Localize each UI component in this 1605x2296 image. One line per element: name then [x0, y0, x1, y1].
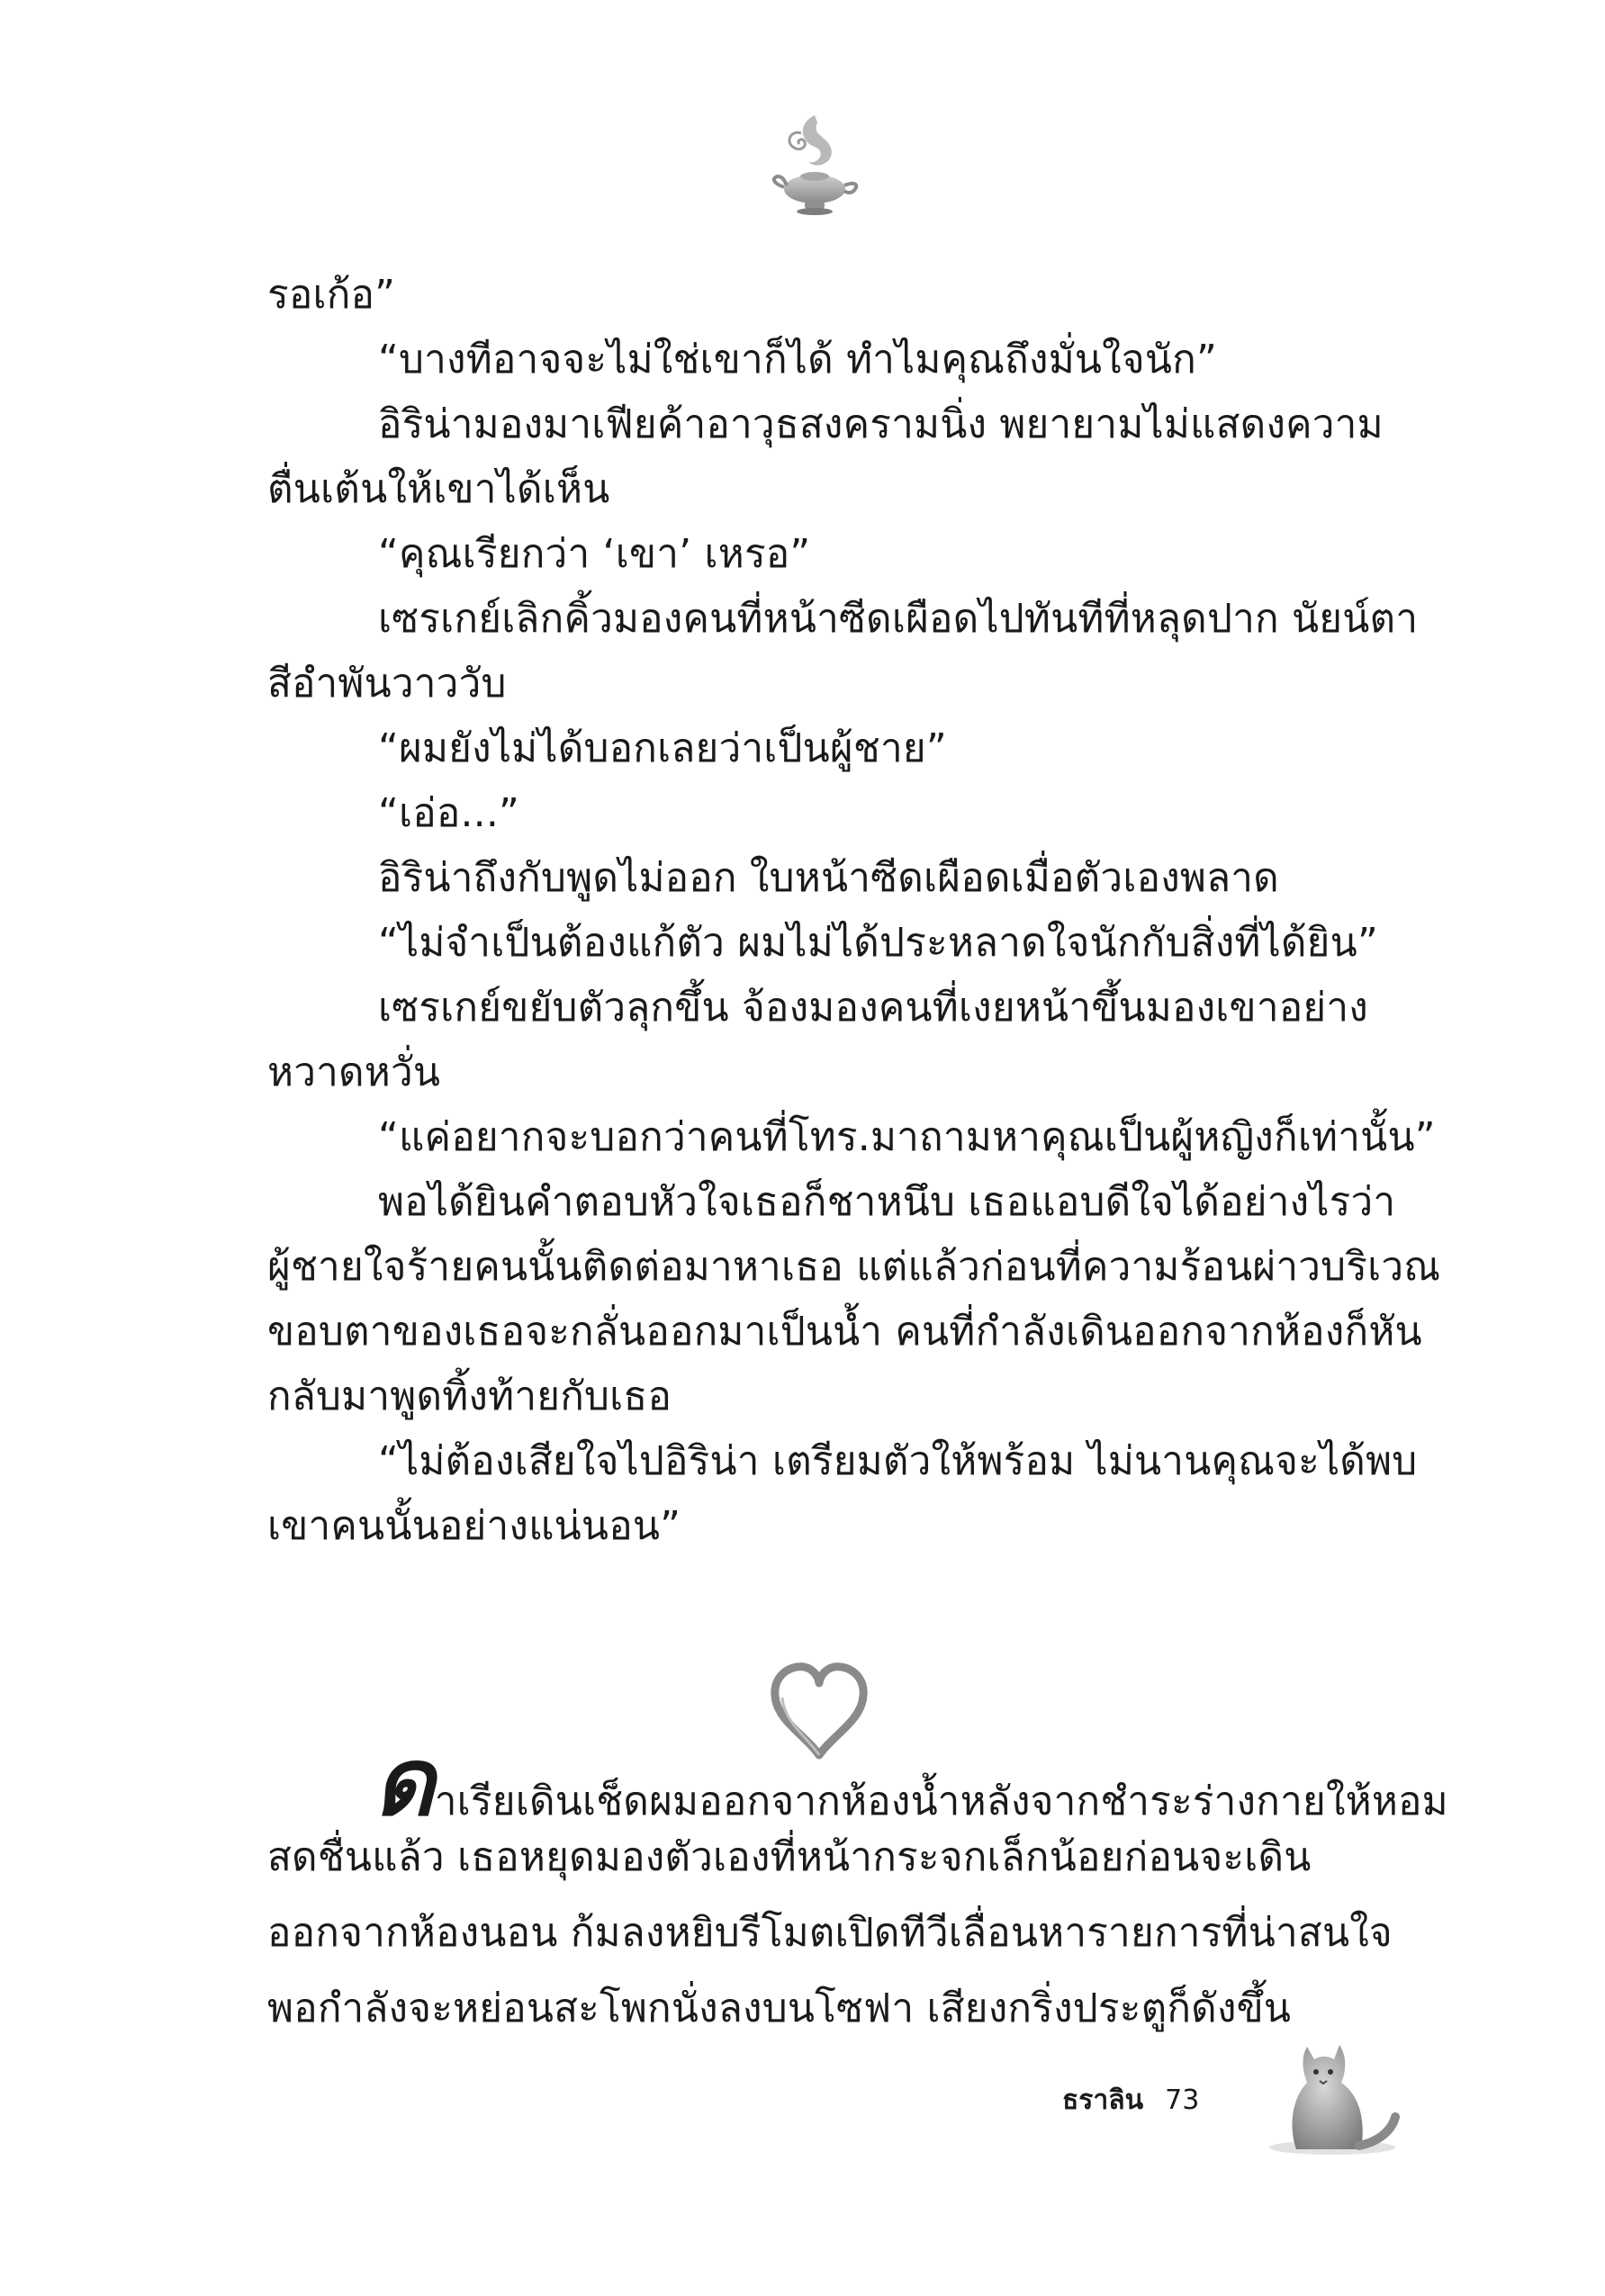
text-line: “คุณเรียกว่า ‘เขา’ เหรอ”: [378, 531, 811, 577]
text-line: ขอบตาของเธอจะกลั่นออกมาเป็นน้ำ คนที่กำลังเดินออกจากห้องก็หัน: [267, 1309, 1422, 1355]
chapter-line: พอกำลังจะหย่อนสะโพกนั่งลงบนโซฟา เสียงกริ่งประตูก็ดังขึ้น: [267, 1985, 1292, 2031]
text-line: “บางทีอาจจะไม่ใช่เขาก็ได้ ทำไมคุณถึงมั่นใจนัก”: [378, 337, 1217, 383]
text-line: หวาดหวั่น: [267, 1049, 441, 1095]
chapter-line: ออกจากห้องนอน ก้มลงหยิบรีโมตเปิดทีวีเลื่อนหารายการที่น่าสนใจ: [267, 1910, 1393, 1956]
text-line: “เอ่อ...”: [378, 790, 520, 836]
text-line: อิริน่าถึงกับพูดไม่ออก ใบหน้าซีดเผือดเมื่อตัวเองพลาด: [378, 855, 1279, 901]
page-footer: [1062, 2079, 1199, 2121]
text-line: พอได้ยินคำตอบหัวใจเธอก็ชาหนึบ เธอแอบดีใจได้อย่างไรว่า: [378, 1179, 1396, 1225]
text-line: เซรเกย์เลิกคิ้วมองคนที่หน้าซีดเผือดไปทันทีที่หลุดปาก นัยน์ตา: [378, 596, 1419, 642]
text-line: อิริน่ามองมาเฟียค้าอาวุธสงครามนิ่ง พยายามไม่แสดงความ: [378, 401, 1384, 447]
text-line: เขาคนนั้นอย่างแน่นอน”: [267, 1503, 681, 1549]
cat-icon: [1260, 2023, 1404, 2158]
chapter-opening: [267, 1727, 1448, 2047]
text-line: กลับมาพูดทิ้งท้ายกับเธอ: [267, 1373, 672, 1419]
author-name: ธราลิน: [1062, 2084, 1144, 2116]
drop-cap: ด: [374, 1727, 435, 1837]
chapter-first-line: [267, 1727, 1448, 1837]
magic-lamp-icon: [765, 106, 864, 223]
text-line: ผู้ชายใจร้ายคนนั้นติดต่อมาหาเธอ แต่แล้วก่อนที่ความร้อนผ่าวบริเวณ: [267, 1244, 1441, 1290]
text-line: “ไม่ต้องเสียใจไปอิริน่า เตรียมตัวให้พร้อม ไม่นานคุณจะได้พบ: [378, 1438, 1418, 1484]
text-line: สีอำพันวาววับ: [267, 661, 507, 707]
text-line: “ไม่จำเป็นต้องแก้ตัว ผมไม่ได้ประหลาดใจนักกับสิ่งที่ได้ยิน”: [378, 920, 1378, 966]
text-line: “แค่อยากจะบอกว่าคนที่โทร.มาถามหาคุณเป็นผู้หญิงก็เท่านั้น”: [378, 1114, 1436, 1160]
chapter-line: สดชื่นแล้ว เธอหยุดมองตัวเองที่หน้ากระจกเล็กน้อยก่อนจะเดิน: [267, 1834, 1312, 1880]
text-line: เซรเกย์ขยับตัวลุกขึ้น จ้องมองคนที่เงยหน้าขึ้นมองเขาอย่าง: [378, 985, 1368, 1031]
story-text: [267, 263, 1441, 1559]
page-number: 73: [1165, 2084, 1200, 2116]
text-line: รอเก้อ”: [267, 272, 396, 318]
text-line: “ผมยังไม่ได้บอกเลยว่าเป็นผู้ชาย”: [378, 725, 947, 771]
chapter-first-line-text: าเรียเดินเช็ดผมออกจากห้องน้ำหลังจากชำระร่างกายให้หอม: [434, 1778, 1448, 1824]
text-line: ตื่นเต้นให้เขาได้เห็น: [267, 466, 610, 512]
